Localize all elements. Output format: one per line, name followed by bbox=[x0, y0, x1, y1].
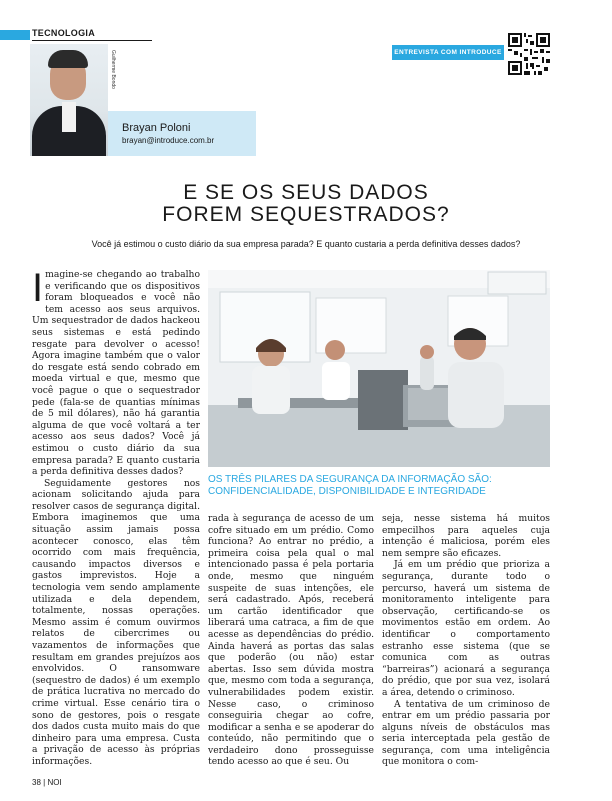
author-name: Brayan Poloni bbox=[122, 122, 191, 134]
drop-cap: I bbox=[32, 269, 44, 310]
page-number: 38 bbox=[32, 778, 41, 787]
paragraph: Já em um prédio que prioriza a segurança, durante todo o percurso, haverá um sistema de monitoramento inteligente para observação, certificando-se os movimentos estão em ordem. Ao identificar o comportamento estranho esse sistema (que se comunica com as outras “barreiras”) acionará a segurança do prédio, que por sua vez, isolará a área, detendo o criminoso. bbox=[382, 559, 550, 698]
article-title bbox=[0, 182, 612, 226]
photo-credit: Guilherme Bondo bbox=[110, 50, 116, 89]
paragraph: A tentativa de um criminoso de entrar em um prédio passaria por alguns níveis de obstáculos mas seria interceptada pela gestão de segurança, com uma inteligência que monitora o com- bbox=[382, 698, 550, 766]
page-footer bbox=[32, 778, 62, 787]
article-subtitle: Você já estimou o custo diário da sua empresa parada? E quanto custaria a perda definitiva desses dados? bbox=[91, 239, 521, 249]
interview-badge: ENTREVISTA COM INTRODUCE bbox=[392, 45, 504, 60]
paragraph: Imagine-se chegando ao trabalho e verificando que os dispositivos foram bloqueados e você não tem acesso aos seus arquivos. Um sequestrador de dados hackeou seus sistemas e está pedindo resgate para devolver o acesso! Agora imagine também que o valor do resgate está sendo cobrado em moeda virtual e que, mesmo que você pague o que o sequestrador pede (fala-se de quantias mínimas de 5 mil dólares), não há garantia alguma de que você voltará a ter acesso aos seus dados? Você já estimou o custo diário da sua empresa parada? E quanto custaria a perda definitiva desses dados? bbox=[32, 269, 200, 478]
paragraph: Seguidamente gestores nos acionam solicitando ajuda para resolver casos de segurança digital. Embora imaginemos que uma situação assim jamais possa acontecer conosco, elas têm ocorrido com mais frequência, causando impactos diversos e gastos imprevistos. Hoje a tecnologia vem sendo amplamente utilizada e dela dependem, totalmente, nossas operações. Mesmo assim é comum ouvirmos relatos de cibercrimes ou vazamentos de informações que resultam em grandes prejuízos aos envolvidos. O ransomware (sequestro de dados) é um exemplo de prática lucrativa no mercado do crime virtual. Esse cenário tira o sono de gestores, pois o resgate dos dados custa muito mais do que dinheiro para uma empresa. Custa a privação de acesso às próprias informações. bbox=[32, 477, 200, 766]
article-title-line2: FOREM SEQUESTRADOS? bbox=[162, 203, 450, 226]
magazine-name: NOI bbox=[47, 778, 62, 787]
author-photo bbox=[30, 44, 108, 156]
qr-code-icon bbox=[508, 33, 550, 75]
paragraph: seja, nesse sistema há muitos empecilhos para aqueles cuja intenção é maliciosa, porém eles nem sempre são eficazes. bbox=[382, 513, 550, 559]
author-email: brayan@introduce.com.br bbox=[122, 136, 215, 145]
section-color-bar bbox=[0, 30, 30, 40]
section-label: TECNOLOGIA bbox=[32, 28, 95, 38]
photo-caption: OS TRÊS PILARES DA SEGURANÇA DA INFORMAÇÃO SÃO: CONFIDENCIALIDADE, DISPONIBILIDADE E INTEGRIDADE bbox=[208, 474, 492, 497]
article-title-line1: E SE OS SEUS DADOS bbox=[183, 181, 429, 204]
paragraph: rada à segurança de acesso de um cofre situado em um prédio. Como funciona? Ao entrar no prédio, a primeira coisa pela qual o mal intencionado passa é pela portaria onde, mesmo que ninguém suspeite de suas intenções, ele será cadastrado. Após, receberá um cartão identificador que liberará uma catraca, a fim de que acesse as dependências do prédio. Ainda haverá as portas das salas que poderão (ou não) estar abertas. Isso sem dúvida mostra que, mesmo com toda a segurança, vulnerabilidades podem existir. Nesse caso, o criminoso conseguiria chegar ao cofre, modificar a senha e se apoderar do conteúdo, não permitindo que o verdadeiro dono prosseguisse tendo acesso ao que é seu. Ou bbox=[208, 513, 374, 766]
article-column-3 bbox=[382, 513, 550, 766]
section-divider bbox=[32, 40, 152, 41]
office-photo bbox=[208, 270, 550, 467]
article-column-1 bbox=[32, 269, 200, 766]
article-column-2 bbox=[208, 513, 374, 766]
footer-separator: | bbox=[43, 778, 46, 787]
